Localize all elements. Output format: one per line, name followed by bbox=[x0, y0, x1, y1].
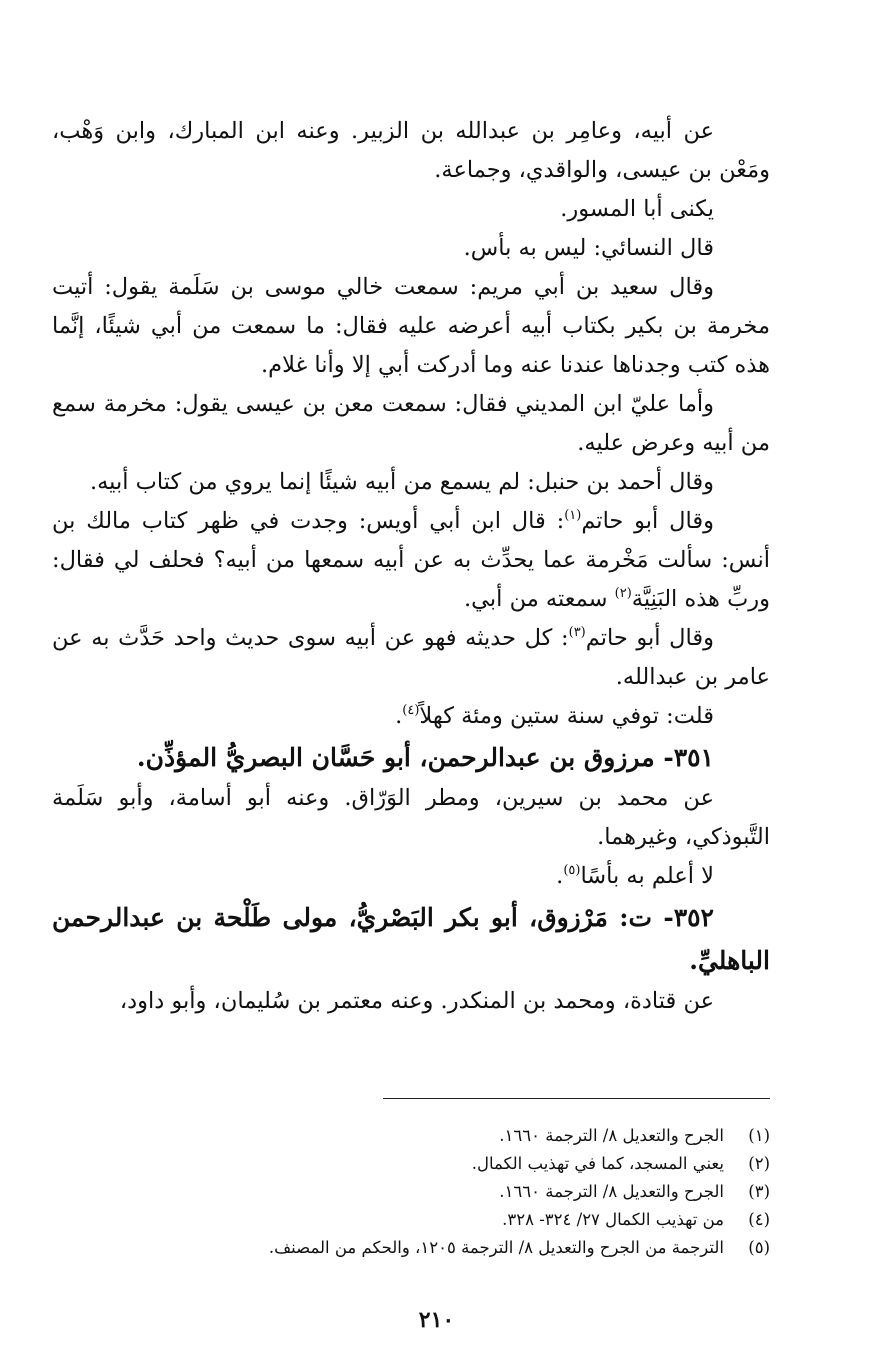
paragraph-11 bbox=[52, 857, 770, 896]
page-number: ٢١٠ bbox=[418, 1307, 455, 1333]
paragraph-8-end: : كل حديثه فهو عن أبيه سوى حديث واحد حَدَّث به عن عامر بن عبدالله. bbox=[52, 625, 770, 690]
footnote-ref-2[interactable]: (٢) bbox=[614, 586, 632, 601]
paragraph-9 bbox=[52, 697, 770, 736]
paragraph-11-end: . bbox=[556, 863, 564, 889]
paragraph-12: عن قتادة، ومحمد بن المنكدر. وعنه معتمر بن سُليمان، وأبو داود، bbox=[119, 988, 714, 1014]
footnote-number: (٥) bbox=[748, 1238, 770, 1257]
footnote-2 bbox=[52, 1150, 770, 1178]
paragraph-3: قال النسائي: ليس به بأس. bbox=[463, 235, 714, 261]
paragraph-7-end: سمعته من أبي. bbox=[464, 586, 615, 612]
footnote-text: الجرح والتعديل ٨/ الترجمة ١٦٦٠. bbox=[499, 1126, 724, 1145]
paragraph-10: عن محمد بن سيرين، ومطر الوَرّاق. وعنه أبو أسامة، وأبو سَلَمة التَّبوذكي، وغيرهما. bbox=[52, 785, 770, 850]
footnote-ref-1[interactable]: (١) bbox=[564, 508, 582, 523]
footnote-5 bbox=[52, 1234, 770, 1262]
footnote-4 bbox=[52, 1206, 770, 1234]
footnote-divider bbox=[383, 1098, 770, 1099]
footnote-ref-3[interactable]: (٣) bbox=[568, 625, 586, 640]
footnote-number: (٤) bbox=[748, 1210, 770, 1229]
paragraph-1: عن أبيه، وعامِر بن عبدالله بن الزبير. وعنه ابن المبارك، وابن وَهْب، ومَعْن بن عيسى، والواقدي، وجماعة. bbox=[52, 118, 770, 183]
paragraph-6: وقال أحمد بن حنبل: لم يسمع من أبيه شيئًا إنما يروي من كتاب أبيه. bbox=[89, 469, 714, 495]
footnote-ref-5[interactable]: (٥) bbox=[563, 863, 581, 878]
footnote-text: من تهذيب الكمال ٢٧/ ٣٢٤- ٣٢٨. bbox=[502, 1210, 724, 1229]
main-text bbox=[52, 112, 770, 1021]
footnote-1 bbox=[52, 1122, 770, 1150]
entry-heading-352: ٣٥٢- ت: مَرْزوق، أبو بكر البَصْريُّ، مولى طَلْحة بن عبدالرحمن الباهليِّ. bbox=[52, 903, 770, 975]
footnotes bbox=[52, 1122, 770, 1262]
footnote-3 bbox=[52, 1178, 770, 1206]
paragraph-4: وقال سعيد بن أبي مريم: سمعت خالي موسى بن سَلَمة يقول: أتيت مخرمة بن بكير بكتاب أبيه أعرضه عليه فقال: ما سمعت من أبي شيئًا، إنَّما هذه كتب وجدناها عندنا عنه وما أدركت أبي إلا وأنا غلام. bbox=[52, 274, 770, 378]
entry-heading-351: ٣٥١- مرزوق بن عبدالرحمن، أبو حَسَّان البصريُّ المؤذِّن. bbox=[136, 743, 714, 772]
footnote-number: (٢) bbox=[748, 1154, 770, 1173]
paragraph-9-start: قلت: توفي سنة ستين ومئة كهلاً bbox=[419, 703, 714, 729]
paragraph-7-start: وقال أبو حاتم bbox=[581, 508, 714, 534]
footnote-text: الترجمة من الجرح والتعديل ٨/ الترجمة ١٢٠٥، والحكم من المصنف. bbox=[268, 1238, 724, 1257]
footnote-ref-4[interactable]: (٤) bbox=[402, 703, 420, 718]
paragraph-5: وأما عليّ ابن المديني فقال: سمعت معن بن عيسى يقول: مخرمة سمع من أبيه وعرض عليه. bbox=[52, 391, 770, 456]
footnote-text: يعني المسجد، كما في تهذيب الكمال. bbox=[471, 1154, 724, 1173]
paragraph-7 bbox=[52, 502, 770, 619]
footnote-number: (١) bbox=[748, 1126, 770, 1145]
footnote-number: (٣) bbox=[748, 1182, 770, 1201]
paragraph-9-end: . bbox=[395, 703, 403, 729]
paragraph-8 bbox=[52, 619, 770, 697]
paragraph-7-middle: : قال ابن أبي أويس: وجدت في ظهر كتاب مالك بن أنس: سألت مَخْرمة عما يحدِّث به عن أبيه سمعها من أبيه؟ فحلف لي فقال: وربِّ هذه البَنِيَّة bbox=[52, 508, 770, 612]
paragraph-2: يكنى أبا المسور. bbox=[560, 196, 714, 222]
footnote-text: الجرح والتعديل ٨/ الترجمة ١٦٦٠. bbox=[499, 1182, 724, 1201]
paragraph-11-start: لا أعلم به بأسًا bbox=[580, 863, 714, 889]
paragraph-8-start: وقال أبو حاتم bbox=[585, 625, 714, 651]
